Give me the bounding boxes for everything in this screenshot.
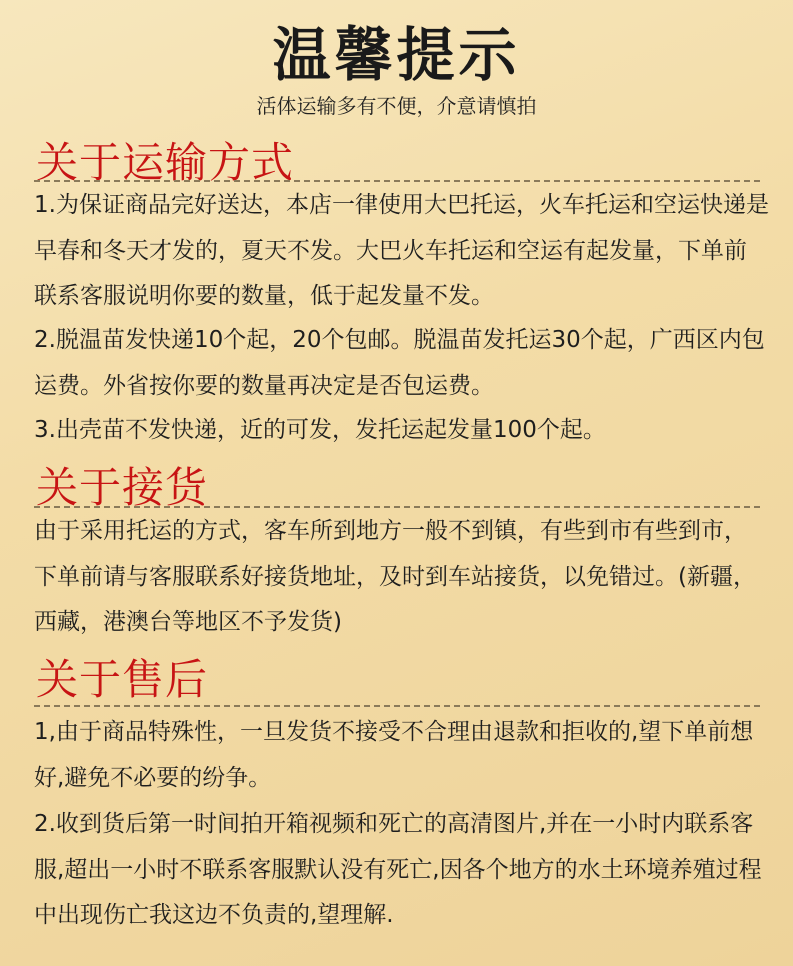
section-divider — [34, 506, 760, 508]
subtitle: 活体运输多有不便，介意请慎拍 — [256, 94, 537, 118]
section-heading-after-sales: 关于售后 — [36, 655, 209, 704]
page-title: 温馨提示 — [272, 21, 521, 89]
section-heading-receiving: 关于接货 — [36, 463, 209, 512]
section-divider — [34, 705, 760, 707]
after-sales-paragraph-1: 1,由于商品特殊性，一旦发货不接受不合理由退款和拒收的,望下单前想好,避免不必要的纷争。 — [34, 719, 754, 791]
section-heading-shipping: 关于运输方式 — [36, 138, 295, 187]
receiving-paragraph: 由于采用托运的方式，客车所到地方一般不到镇，有些到市有些到市，下单前请与客服联系好接货地址，及时到车站接货，以免错过。(新疆，西藏，港澳台等地区不予发货) — [34, 518, 756, 635]
shipping-paragraph-3: 3.出壳苗不发快递，近的可发，发托运起发量100个起。 — [34, 417, 606, 443]
section-divider — [34, 180, 760, 182]
shipping-paragraph-1: 1.为保证商品完好送达，本店一律使用大巴托运，火车托运和空运快递是早春和冬天才发的，夏天不发。大巴火车托运和空运有起发量，下单前联系客服说明你要的数量，低于起发量不发。 — [34, 192, 769, 309]
after-sales-paragraph-2: 2.收到货后第一时间拍开箱视频和死亡的高清图片,并在一小时内联系客服,超出一小时不联系客服默认没有死亡,因各个地方的水土环境养殖过程中出现伤亡我这边不负责的,望理解. — [34, 811, 762, 928]
shipping-paragraph-2: 2.脱温苗发快递10个起，20个包邮。脱温苗发托运30个起，广西区内包运费。外省按你要的数量再决定是否包运费。 — [34, 327, 765, 399]
